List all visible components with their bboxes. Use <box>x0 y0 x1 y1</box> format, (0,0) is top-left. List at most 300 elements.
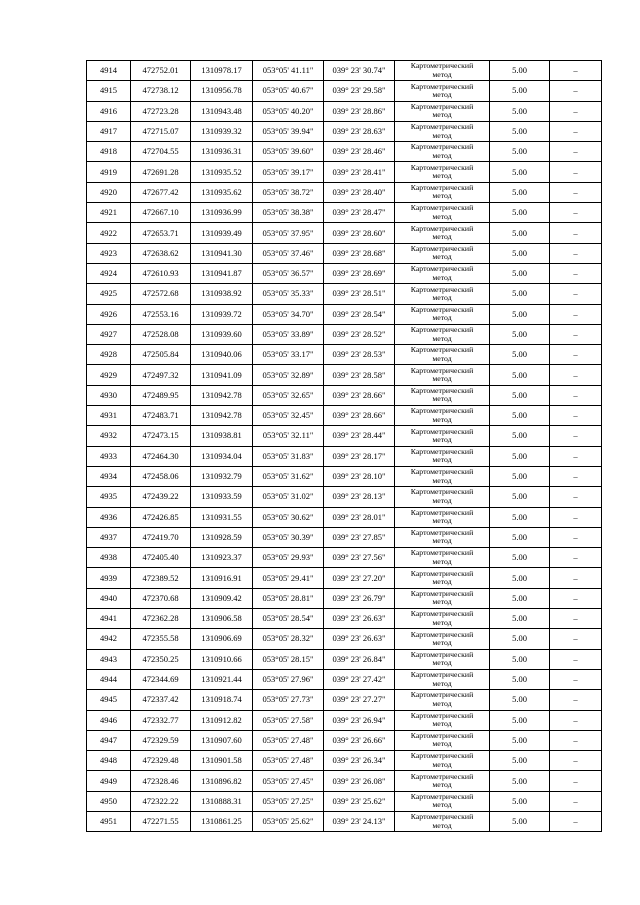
x-coordinate-cell: 472738.12 <box>131 81 191 101</box>
method-line-1: Картометрический <box>410 751 474 761</box>
method-cell <box>395 811 490 831</box>
y-coordinate-cell: 1310939.60 <box>191 324 253 344</box>
y-coordinate-cell: 1310909.42 <box>191 588 253 608</box>
x-coordinate-cell: 472528.08 <box>131 324 191 344</box>
longitude-cell: 039° 23' 24.13" <box>324 811 395 831</box>
method-cell <box>395 385 490 405</box>
method-cell <box>395 710 490 730</box>
y-coordinate-cell: 1310916.91 <box>191 568 253 588</box>
longitude-cell: 039° 23' 30.74" <box>324 61 395 81</box>
table-row <box>87 466 602 486</box>
x-coordinate-cell: 472332.77 <box>131 710 191 730</box>
method-line-2: метод <box>432 759 452 769</box>
method-cell <box>395 406 490 426</box>
note-cell: – <box>550 81 602 101</box>
y-coordinate-cell: 1310956.78 <box>191 81 253 101</box>
latitude-cell: 053°05' 38.38" <box>253 203 324 223</box>
longitude-cell: 039° 23' 27.27" <box>324 690 395 710</box>
x-coordinate-cell: 472667.10 <box>131 203 191 223</box>
latitude-cell: 053°05' 27.96" <box>253 669 324 689</box>
method-line-1: Картометрический <box>410 203 474 213</box>
latitude-cell: 053°05' 28.32" <box>253 629 324 649</box>
x-coordinate-cell: 472344.69 <box>131 669 191 689</box>
y-coordinate-cell: 1310942.78 <box>191 385 253 405</box>
latitude-cell: 053°05' 31.62" <box>253 466 324 486</box>
latitude-cell: 053°05' 29.93" <box>253 548 324 568</box>
longitude-cell: 039° 23' 28.44" <box>324 426 395 446</box>
method-cell <box>395 243 490 263</box>
table-row <box>87 345 602 365</box>
note-cell: – <box>550 710 602 730</box>
method-line-1: Картометрический <box>410 101 474 111</box>
y-coordinate-cell: 1310941.87 <box>191 263 253 283</box>
longitude-cell: 039° 23' 28.63" <box>324 121 395 141</box>
x-coordinate-cell: 472389.52 <box>131 568 191 588</box>
note-cell: – <box>550 730 602 750</box>
method-line-1: Картометрический <box>410 670 474 680</box>
method-cell <box>395 609 490 629</box>
table-row <box>87 223 602 243</box>
method-line-2: метод <box>432 780 452 790</box>
note-cell: – <box>550 345 602 365</box>
method-cell <box>395 751 490 771</box>
longitude-cell: 039° 23' 28.51" <box>324 284 395 304</box>
accuracy-cell: 5.00 <box>490 81 550 101</box>
point-number-cell: 4925 <box>87 284 131 304</box>
method-line-1: Картометрический <box>410 528 474 538</box>
latitude-cell: 053°05' 28.15" <box>253 649 324 669</box>
method-line-1: Картометрический <box>410 243 474 253</box>
method-cell <box>395 649 490 669</box>
method-line-1: Картометрический <box>410 568 474 578</box>
longitude-cell: 039° 23' 28.58" <box>324 365 395 385</box>
longitude-cell: 039° 23' 27.85" <box>324 527 395 547</box>
method-line-2: метод <box>432 739 452 749</box>
method-line-1: Картометрический <box>410 446 474 456</box>
method-line-2: метод <box>432 171 452 181</box>
note-cell: – <box>550 466 602 486</box>
longitude-cell: 039° 23' 28.10" <box>324 466 395 486</box>
point-number-cell: 4942 <box>87 629 131 649</box>
method-line-1: Картометрический <box>410 731 474 741</box>
point-number-cell: 4931 <box>87 406 131 426</box>
latitude-cell: 053°05' 33.89" <box>253 324 324 344</box>
method-line-2: метод <box>432 374 452 384</box>
method-line-2: метод <box>432 455 452 465</box>
method-line-1: Картометрический <box>410 609 474 619</box>
y-coordinate-cell: 1310935.52 <box>191 162 253 182</box>
latitude-cell: 053°05' 30.39" <box>253 527 324 547</box>
y-coordinate-cell: 1310931.55 <box>191 507 253 527</box>
point-number-cell: 4920 <box>87 182 131 202</box>
x-coordinate-cell: 472329.48 <box>131 751 191 771</box>
y-coordinate-cell: 1310938.92 <box>191 284 253 304</box>
longitude-cell: 039° 23' 28.86" <box>324 101 395 121</box>
accuracy-cell: 5.00 <box>490 304 550 324</box>
point-number-cell: 4936 <box>87 507 131 527</box>
note-cell: – <box>550 426 602 446</box>
method-line-1: Картометрический <box>410 304 474 314</box>
note-cell: – <box>550 487 602 507</box>
table-row <box>87 629 602 649</box>
longitude-cell: 039° 23' 28.54" <box>324 304 395 324</box>
point-number-cell: 4941 <box>87 609 131 629</box>
latitude-cell: 053°05' 27.58" <box>253 710 324 730</box>
longitude-cell: 039° 23' 27.56" <box>324 548 395 568</box>
point-number-cell: 4940 <box>87 588 131 608</box>
accuracy-cell: 5.00 <box>490 690 550 710</box>
accuracy-cell: 5.00 <box>490 406 550 426</box>
latitude-cell: 053°05' 27.25" <box>253 791 324 811</box>
y-coordinate-cell: 1310940.06 <box>191 345 253 365</box>
method-line-1: Картометрический <box>410 61 474 71</box>
table-row <box>87 811 602 831</box>
x-coordinate-cell: 472653.71 <box>131 223 191 243</box>
method-cell <box>395 142 490 162</box>
longitude-cell: 039° 23' 28.01" <box>324 507 395 527</box>
point-number-cell: 4932 <box>87 426 131 446</box>
accuracy-cell: 5.00 <box>490 203 550 223</box>
accuracy-cell: 5.00 <box>490 609 550 629</box>
method-line-2: метод <box>432 434 452 444</box>
accuracy-cell: 5.00 <box>490 61 550 81</box>
method-line-2: метод <box>432 698 452 708</box>
accuracy-cell: 5.00 <box>490 142 550 162</box>
note-cell: – <box>550 162 602 182</box>
table-row <box>87 568 602 588</box>
method-cell <box>395 548 490 568</box>
method-line-2: метод <box>432 475 452 485</box>
y-coordinate-cell: 1310906.58 <box>191 609 253 629</box>
longitude-cell: 039° 23' 28.68" <box>324 243 395 263</box>
latitude-cell: 053°05' 32.89" <box>253 365 324 385</box>
y-coordinate-cell: 1310932.79 <box>191 466 253 486</box>
method-line-2: метод <box>432 232 452 242</box>
x-coordinate-cell: 472497.32 <box>131 365 191 385</box>
longitude-cell: 039° 23' 28.46" <box>324 142 395 162</box>
latitude-cell: 053°05' 34.70" <box>253 304 324 324</box>
method-line-2: метод <box>432 820 452 830</box>
latitude-cell: 053°05' 32.45" <box>253 406 324 426</box>
note-cell: – <box>550 669 602 689</box>
x-coordinate-cell: 472328.46 <box>131 771 191 791</box>
method-line-2: метод <box>432 333 452 343</box>
method-line-2: метод <box>432 69 452 79</box>
method-cell <box>395 304 490 324</box>
table-row <box>87 771 602 791</box>
method-line-2: метод <box>432 495 452 505</box>
method-line-2: метод <box>432 353 452 363</box>
y-coordinate-cell: 1310942.78 <box>191 406 253 426</box>
method-cell <box>395 527 490 547</box>
method-cell <box>395 263 490 283</box>
y-coordinate-cell: 1310943.48 <box>191 101 253 121</box>
method-line-2: метод <box>432 313 452 323</box>
latitude-cell: 053°05' 30.62" <box>253 507 324 527</box>
longitude-cell: 039° 23' 29.58" <box>324 81 395 101</box>
table-row <box>87 243 602 263</box>
y-coordinate-cell: 1310921.44 <box>191 669 253 689</box>
note-cell: – <box>550 548 602 568</box>
note-cell: – <box>550 121 602 141</box>
table-row <box>87 203 602 223</box>
latitude-cell: 053°05' 32.65" <box>253 385 324 405</box>
method-line-1: Картометрический <box>410 426 474 436</box>
method-cell <box>395 426 490 446</box>
note-cell: – <box>550 751 602 771</box>
latitude-cell: 053°05' 31.02" <box>253 487 324 507</box>
y-coordinate-cell: 1310938.81 <box>191 426 253 446</box>
note-cell: – <box>550 690 602 710</box>
x-coordinate-cell: 472723.28 <box>131 101 191 121</box>
point-number-cell: 4934 <box>87 466 131 486</box>
method-cell <box>395 101 490 121</box>
latitude-cell: 053°05' 37.46" <box>253 243 324 263</box>
longitude-cell: 039° 23' 28.41" <box>324 162 395 182</box>
method-line-2: метод <box>432 211 452 221</box>
table-body <box>87 61 602 832</box>
method-cell <box>395 690 490 710</box>
method-line-1: Картометрический <box>410 142 474 152</box>
table-row <box>87 365 602 385</box>
longitude-cell: 039° 23' 28.69" <box>324 263 395 283</box>
note-cell: – <box>550 263 602 283</box>
accuracy-cell: 5.00 <box>490 487 550 507</box>
latitude-cell: 053°05' 27.45" <box>253 771 324 791</box>
method-line-2: метод <box>432 577 452 587</box>
note-cell: – <box>550 203 602 223</box>
method-line-1: Картометрический <box>410 325 474 335</box>
y-coordinate-cell: 1310941.09 <box>191 365 253 385</box>
x-coordinate-cell: 472715.07 <box>131 121 191 141</box>
accuracy-cell: 5.00 <box>490 710 550 730</box>
method-line-1: Картометрический <box>410 81 474 91</box>
method-line-1: Картометрический <box>410 548 474 558</box>
note-cell: – <box>550 507 602 527</box>
table-row <box>87 182 602 202</box>
y-coordinate-cell: 1310861.25 <box>191 811 253 831</box>
method-cell <box>395 507 490 527</box>
accuracy-cell: 5.00 <box>490 243 550 263</box>
table-row <box>87 284 602 304</box>
method-line-1: Картометрический <box>410 487 474 497</box>
note-cell: – <box>550 771 602 791</box>
y-coordinate-cell: 1310906.69 <box>191 629 253 649</box>
point-number-cell: 4930 <box>87 385 131 405</box>
method-line-2: метод <box>432 272 452 282</box>
method-line-2: метод <box>432 252 452 262</box>
accuracy-cell: 5.00 <box>490 507 550 527</box>
point-number-cell: 4916 <box>87 101 131 121</box>
note-cell: – <box>550 527 602 547</box>
longitude-cell: 039° 23' 28.66" <box>324 406 395 426</box>
point-number-cell: 4921 <box>87 203 131 223</box>
latitude-cell: 053°05' 27.48" <box>253 751 324 771</box>
longitude-cell: 039° 23' 26.84" <box>324 649 395 669</box>
longitude-cell: 039° 23' 26.94" <box>324 710 395 730</box>
method-line-2: метод <box>432 556 452 566</box>
latitude-cell: 053°05' 32.11" <box>253 426 324 446</box>
longitude-cell: 039° 23' 27.42" <box>324 669 395 689</box>
x-coordinate-cell: 472572.68 <box>131 284 191 304</box>
method-cell <box>395 284 490 304</box>
note-cell: – <box>550 609 602 629</box>
latitude-cell: 053°05' 39.17" <box>253 162 324 182</box>
method-cell <box>395 365 490 385</box>
latitude-cell: 053°05' 35.33" <box>253 284 324 304</box>
point-number-cell: 4950 <box>87 791 131 811</box>
x-coordinate-cell: 472638.62 <box>131 243 191 263</box>
accuracy-cell: 5.00 <box>490 182 550 202</box>
method-line-1: Картометрический <box>410 629 474 639</box>
latitude-cell: 053°05' 31.83" <box>253 446 324 466</box>
method-line-2: метод <box>432 637 452 647</box>
x-coordinate-cell: 472405.40 <box>131 548 191 568</box>
y-coordinate-cell: 1310910.66 <box>191 649 253 669</box>
x-coordinate-cell: 472704.55 <box>131 142 191 162</box>
point-number-cell: 4945 <box>87 690 131 710</box>
longitude-cell: 039° 23' 25.62" <box>324 791 395 811</box>
method-cell <box>395 203 490 223</box>
point-number-cell: 4924 <box>87 263 131 283</box>
table-row <box>87 101 602 121</box>
note-cell: – <box>550 588 602 608</box>
accuracy-cell: 5.00 <box>490 649 550 669</box>
table-row <box>87 527 602 547</box>
table-row <box>87 426 602 446</box>
longitude-cell: 039° 23' 26.34" <box>324 751 395 771</box>
accuracy-cell: 5.00 <box>490 223 550 243</box>
accuracy-cell: 5.00 <box>490 446 550 466</box>
method-line-1: Картометрический <box>410 649 474 659</box>
table-row <box>87 669 602 689</box>
latitude-cell: 053°05' 33.17" <box>253 345 324 365</box>
method-line-2: метод <box>432 719 452 729</box>
note-cell: – <box>550 284 602 304</box>
method-line-1: Картометрический <box>410 406 474 416</box>
latitude-cell: 053°05' 28.54" <box>253 609 324 629</box>
note-cell: – <box>550 365 602 385</box>
method-line-1: Картометрический <box>410 690 474 700</box>
point-number-cell: 4923 <box>87 243 131 263</box>
method-line-2: метод <box>432 130 452 140</box>
table-row <box>87 690 602 710</box>
y-coordinate-cell: 1310935.62 <box>191 182 253 202</box>
longitude-cell: 039° 23' 26.08" <box>324 771 395 791</box>
y-coordinate-cell: 1310923.37 <box>191 548 253 568</box>
method-cell <box>395 81 490 101</box>
table-row <box>87 548 602 568</box>
method-cell <box>395 223 490 243</box>
x-coordinate-cell: 472458.06 <box>131 466 191 486</box>
latitude-cell: 053°05' 25.62" <box>253 811 324 831</box>
y-coordinate-cell: 1310918.74 <box>191 690 253 710</box>
table-row <box>87 304 602 324</box>
y-coordinate-cell: 1310939.32 <box>191 121 253 141</box>
longitude-cell: 039° 23' 28.60" <box>324 223 395 243</box>
x-coordinate-cell: 472355.58 <box>131 629 191 649</box>
x-coordinate-cell: 472362.28 <box>131 609 191 629</box>
x-coordinate-cell: 472677.42 <box>131 182 191 202</box>
method-line-1: Картометрический <box>410 345 474 355</box>
accuracy-cell: 5.00 <box>490 121 550 141</box>
method-cell <box>395 121 490 141</box>
longitude-cell: 039° 23' 28.53" <box>324 345 395 365</box>
table-row <box>87 710 602 730</box>
x-coordinate-cell: 472370.68 <box>131 588 191 608</box>
note-cell: – <box>550 385 602 405</box>
coordinates-table <box>86 60 602 832</box>
point-number-cell: 4928 <box>87 345 131 365</box>
method-cell <box>395 345 490 365</box>
x-coordinate-cell: 472337.42 <box>131 690 191 710</box>
method-cell <box>395 324 490 344</box>
note-cell: – <box>550 61 602 81</box>
y-coordinate-cell: 1310901.58 <box>191 751 253 771</box>
point-number-cell: 4935 <box>87 487 131 507</box>
method-line-1: Картометрический <box>410 284 474 294</box>
y-coordinate-cell: 1310888.31 <box>191 791 253 811</box>
accuracy-cell: 5.00 <box>490 751 550 771</box>
x-coordinate-cell: 472439.22 <box>131 487 191 507</box>
method-line-2: метод <box>432 414 452 424</box>
method-line-1: Картометрический <box>410 507 474 517</box>
longitude-cell: 039° 23' 26.66" <box>324 730 395 750</box>
method-cell <box>395 61 490 81</box>
point-number-cell: 4951 <box>87 811 131 831</box>
point-number-cell: 4917 <box>87 121 131 141</box>
method-line-1: Картометрический <box>410 264 474 274</box>
table-row <box>87 324 602 344</box>
table-row <box>87 791 602 811</box>
note-cell: – <box>550 649 602 669</box>
table-row <box>87 609 602 629</box>
longitude-cell: 039° 23' 26.79" <box>324 588 395 608</box>
method-line-2: метод <box>432 394 452 404</box>
accuracy-cell: 5.00 <box>490 791 550 811</box>
y-coordinate-cell: 1310978.17 <box>191 61 253 81</box>
method-line-1: Картометрический <box>410 365 474 375</box>
note-cell: – <box>550 629 602 649</box>
y-coordinate-cell: 1310939.49 <box>191 223 253 243</box>
accuracy-cell: 5.00 <box>490 101 550 121</box>
table-row <box>87 730 602 750</box>
longitude-cell: 039° 23' 28.52" <box>324 324 395 344</box>
x-coordinate-cell: 472350.25 <box>131 649 191 669</box>
latitude-cell: 053°05' 27.48" <box>253 730 324 750</box>
accuracy-cell: 5.00 <box>490 324 550 344</box>
accuracy-cell: 5.00 <box>490 730 550 750</box>
table-row <box>87 446 602 466</box>
accuracy-cell: 5.00 <box>490 365 550 385</box>
x-coordinate-cell: 472473.15 <box>131 426 191 446</box>
method-cell <box>395 588 490 608</box>
table-row <box>87 81 602 101</box>
accuracy-cell: 5.00 <box>490 162 550 182</box>
latitude-cell: 053°05' 27.73" <box>253 690 324 710</box>
longitude-cell: 039° 23' 28.40" <box>324 182 395 202</box>
x-coordinate-cell: 472271.55 <box>131 811 191 831</box>
method-cell <box>395 730 490 750</box>
table-row <box>87 649 602 669</box>
method-line-1: Картометрический <box>410 812 474 822</box>
note-cell: – <box>550 568 602 588</box>
method-cell <box>395 629 490 649</box>
table-row <box>87 263 602 283</box>
accuracy-cell: 5.00 <box>490 345 550 365</box>
x-coordinate-cell: 472464.30 <box>131 446 191 466</box>
y-coordinate-cell: 1310912.82 <box>191 710 253 730</box>
